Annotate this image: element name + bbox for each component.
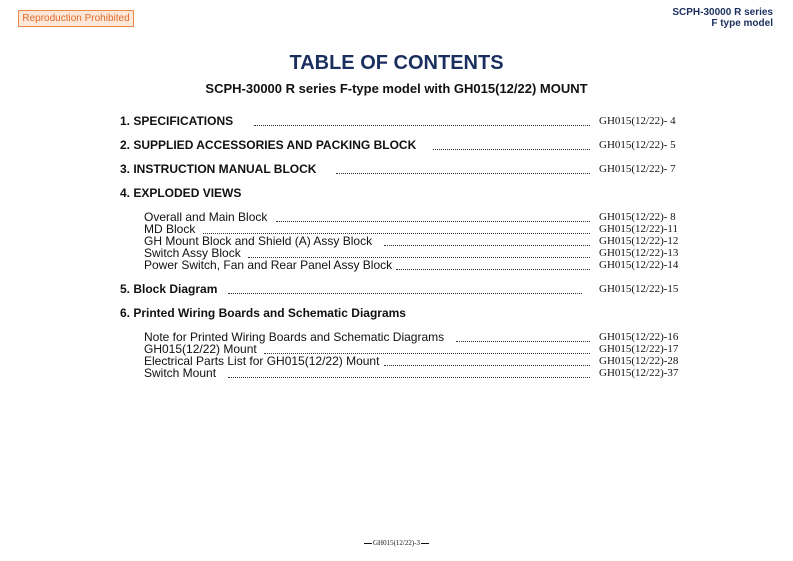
toc-entry-page: GH015(12/22)-16 — [599, 331, 679, 343]
toc-entry-label: Note for Printed Wiring Boards and Schematic Diagrams — [144, 330, 445, 344]
toc-leader — [228, 282, 582, 294]
toc-entry[interactable] — [120, 282, 720, 296]
toc-entry-page: GH015(12/22)-11 — [599, 223, 679, 235]
toc-leader — [384, 354, 590, 366]
toc-entry[interactable] — [144, 258, 720, 272]
toc-leader — [396, 258, 590, 270]
toc-entry-page: GH015(12/22)-17 — [599, 343, 679, 355]
toc-entry[interactable] — [120, 138, 720, 152]
toc-entry-page: GH015(12/22)-28 — [599, 355, 679, 367]
series-header — [672, 7, 773, 29]
toc-leader — [254, 114, 590, 126]
toc-entry-page: GH015(12/22)-12 — [599, 235, 679, 247]
toc-entry-page: GH015(12/22)-14 — [599, 259, 679, 271]
toc-section-heading — [120, 306, 720, 320]
toc-entry-label: 3. INSTRUCTION MANUAL BLOCK — [120, 162, 317, 176]
toc-leader — [203, 222, 590, 234]
toc-entry-page: GH015(12/22)-37 — [599, 367, 679, 379]
toc-entry-label: 2. SUPPLIED ACCESSORIES AND PACKING BLOCK — [120, 138, 417, 152]
toc-leader — [248, 246, 590, 258]
toc-entry-label: GH Mount Block and Shield (A) Assy Block — [144, 234, 373, 248]
footer-dash-left — [364, 543, 372, 544]
series-line-2: F type model — [711, 18, 773, 29]
toc-leader — [276, 210, 590, 222]
toc-leader — [433, 138, 590, 150]
toc-leader — [456, 330, 590, 342]
toc-leader — [228, 366, 590, 378]
toc-entry[interactable] — [144, 366, 720, 380]
toc-section-heading — [120, 186, 720, 200]
toc-entry[interactable] — [120, 114, 720, 128]
reproduction-prohibited-stamp: Reproduction Prohibited — [18, 10, 134, 27]
toc-entry-label: Switch Assy Block — [144, 246, 241, 260]
toc-entry-page: GH015(12/22)- 5 — [599, 139, 676, 151]
footer-page-number: GH015(12/22)-3 — [372, 539, 421, 547]
toc-leader — [384, 234, 590, 246]
toc-section-label: 4. EXPLODED VIEWS — [120, 186, 242, 200]
toc-entry-label: Overall and Main Block — [144, 210, 268, 224]
toc-entry-page: GH015(12/22)- 8 — [599, 211, 676, 223]
toc-entry-label: GH015(12/22) Mount — [144, 342, 257, 356]
toc-entry-label: 5. Block Diagram — [120, 282, 218, 296]
toc-entry-page: GH015(12/22)-13 — [599, 247, 679, 259]
toc-entry-label: Electrical Parts List for GH015(12/22) Mount — [144, 354, 380, 368]
page-subtitle: SCPH-30000 R series F-type model with GH015(12/22) MOUNT — [205, 81, 588, 96]
toc-entry[interactable] — [120, 162, 720, 176]
toc-leader — [264, 342, 590, 354]
page-footer — [0, 538, 793, 548]
toc-entry-label: MD Block — [144, 222, 196, 236]
toc-entry-label: 1. SPECIFICATIONS — [120, 114, 234, 128]
toc-entry-label: Power Switch, Fan and Rear Panel Assy Block — [144, 258, 393, 272]
series-line-1: SCPH-30000 R series — [672, 7, 773, 18]
toc-leader — [336, 162, 590, 174]
page-title: TABLE OF CONTENTS — [289, 52, 504, 74]
footer-dash-right — [421, 543, 429, 544]
toc-entry-page: GH015(12/22)- 4 — [599, 115, 676, 127]
toc-entry-page: GH015(12/22)- 7 — [599, 163, 676, 175]
toc-entry-page: GH015(12/22)-15 — [599, 283, 679, 295]
toc-section-label: 6. Printed Wiring Boards and Schematic Diagrams — [120, 306, 406, 320]
toc-entry-label: Switch Mount — [144, 366, 217, 380]
